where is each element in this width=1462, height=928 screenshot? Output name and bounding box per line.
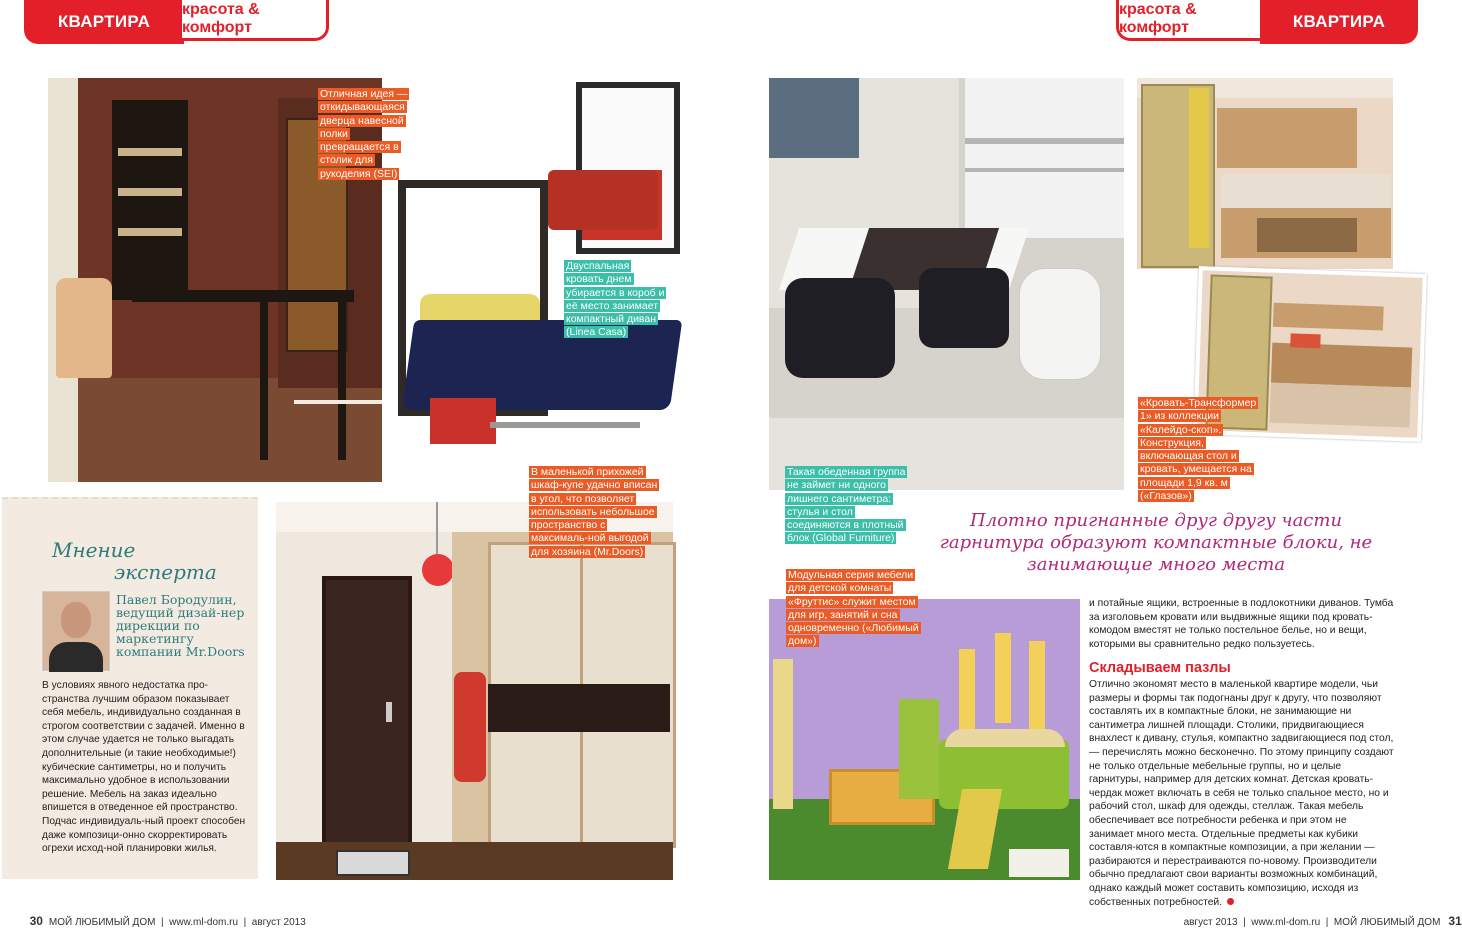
caption-glazov: «Кровать-Трансформер 1» из коллекции «Калейдо-скоп». Конструкция, включающая стол и кровать, умещается на площади 1,9 кв. м («Глазов») xyxy=(1140,397,1257,503)
caption-mr-doors: В маленькой прихожей шкаф-купе удачно вписан в угол, что позволяет использовать небольшое пространство с максималь-ной выгодой для хозяина (Mr.Doors) xyxy=(531,466,658,558)
pull-quote: Плотно пригнанные друг другу части гарнитура образуют компактные блоки, не занимающие много места xyxy=(939,510,1373,575)
photo-kids-bed-top xyxy=(1137,78,1393,269)
footer-left xyxy=(24,903,306,928)
section-label: КВАРТИРА xyxy=(1292,12,1386,31)
article-body-text: Отлично экономят место в маленькой квартире модели, чьи размеры и формы так подогнаны друг к другу, что позволяют составлять их в компактные блоки, не занимающие ни сантиметра лишней площади. Столики, придвигающиеся внахлест к дивану, стулья, компактно задвигающиеся под стол, — перечислять можно бесконечно. По этому принципу создают не только отдельные мебельные группы, но и целые гарнитуры, например для детских комнат. Детская кровать-чердак может включать в себя не только спальное место, но и рабочий стол, шкаф для одежды, стеллаж. Такая мебель обеспечивает все потребности ребенка и при этом не занимает много места. Отдельные предметы как кубики составля-ются в компактные композиции, а при желании — разбираются и перестраиваются по-новому. Производители обычно предлагают свои варианты возможных комбинаций, однако каждый может составить композицию, исходя из собственных потребностей. xyxy=(1089,679,1394,908)
rubric-tab-left xyxy=(182,0,329,41)
article-body xyxy=(1089,678,1394,909)
caption-fruttis: Модульная серия мебели для детской комнаты «Фруттис» служит местом для игр, занятий и сна одновременно («Любимый дом») xyxy=(788,569,919,648)
expert-text: В условиях явного недостатка про-странства лучшим образом показывает себя мебель, индивидуально созданная в строгом соответствии с задачей. Именно в этом случае удается не только выгадать дополнительные (и такие необходимые!) кубические сантиметры, но и получить максимально удобное в использовании решение. Мебель на заказ идеально впишется в отведенное ей пространство. Подчас индивидуаль-ный проект способен даже композици-онно скорректировать огрехи исход-ной планировки жилья. xyxy=(42,680,246,855)
avatar xyxy=(42,591,110,671)
expert-person: Павел Бородулин, ведущий дизай-нер дирекции по маркетингу компании Mr.Doors xyxy=(116,592,245,659)
rubric-label: красота & комфорт xyxy=(182,1,260,36)
article-intro: и потайные ящики, встроенные в подлокотники диванов. Тумба за изголовьем кровати или выдвижные ящики под кровать-комодом вместят не только постельное белье, но и вещи, которыми вы сравнительно редко пользуетесь. xyxy=(1089,598,1394,650)
section-tab-right xyxy=(1260,0,1418,44)
page-number-left: 30 xyxy=(29,914,43,928)
expert-box xyxy=(2,497,258,879)
expert-heading-line1: Мнение xyxy=(52,538,136,562)
article-subheading: Складываем пазлы xyxy=(1089,660,1231,676)
caption-sei: Отличная идея — откидывающаяся дверца навесной полки превращается в столик для рукоделия (SEI) xyxy=(320,88,408,180)
expert-heading xyxy=(42,539,232,583)
caption-global-furniture: Такая обеденная группа не займет ни одного лишнего сантиметра: стулья и стол соединяются в плотный блок (Global Furniture) xyxy=(787,466,906,545)
footer-left-text: МОЙ ЛЮБИМЫЙ ДОМ | www.ml-dom.ru | август 2013 xyxy=(48,917,306,928)
footer-right-text: август 2013 | www.ml-dom.ru | МОЙ ЛЮБИМЫЙ ДОМ xyxy=(1183,917,1441,928)
footer-right xyxy=(1178,903,1462,928)
photo-dining-group xyxy=(769,78,1124,490)
page-number-right: 31 xyxy=(1448,914,1462,928)
section-label: КВАРТИРА xyxy=(57,12,151,31)
rubric-tab-right xyxy=(1116,0,1263,41)
expert-heading-line2: эксперта xyxy=(114,560,217,584)
rubric-label: красота & комфорт xyxy=(1119,1,1197,36)
caption-linea-casa: Двуспальная кровать днем убирается в короб и её место занимает компактный диван (Linea Casa) xyxy=(566,260,665,339)
section-tab-left xyxy=(24,0,184,44)
